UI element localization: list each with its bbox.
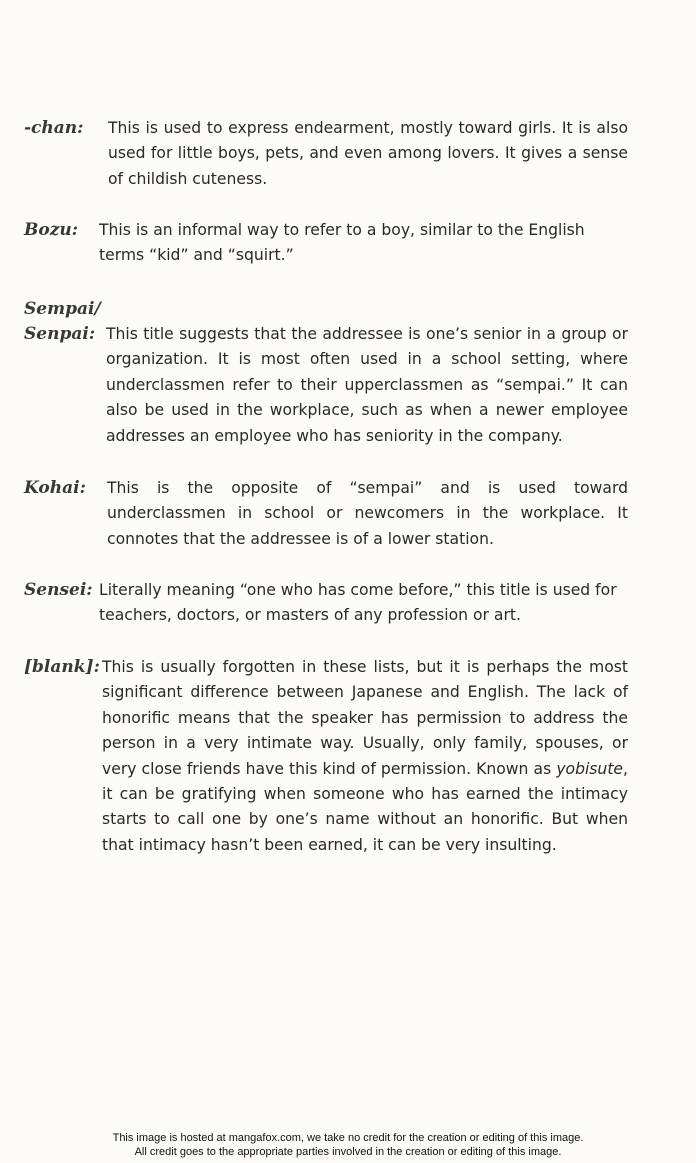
footer-line-2: All credit goes to the appropriate parties involved in the creation or editing of this image. (134, 1145, 562, 1158)
term-blank: [blank]: (24, 657, 100, 677)
footer-line-1: This image is hosted at mangafox.com, we take no credit for the creation or editing of this image. (112, 1132, 584, 1144)
definition-chan: This is used to express endearment, mostly toward girls. It is also used for little boys, pets, and even among lovers. It gives a sense of childish cuteness. (108, 119, 628, 188)
term-senpai: Senpai: (24, 324, 96, 344)
term-kohai: Kohai: (24, 478, 86, 498)
term-bozu: Bozu: (24, 220, 78, 240)
term-sensei: Sensei: (24, 580, 93, 600)
term-sempai: Sempai/ (24, 299, 101, 319)
definition-blank-term-yobisute: yobisute (556, 759, 624, 778)
definition-kohai: This is the opposite of “sempai” and is used toward underclassmen in school or newcomers in the workplace. It connotes that the addressee is of a lower station. (107, 479, 628, 548)
hosting-credit-footer (0, 1132, 696, 1159)
definition-blank (102, 655, 628, 858)
definition-senpai: This title suggests that the addressee is one’s senior in a group or organization. It is most often used in a school setting, where underclassmen refer to their upperclassmen as “sempai.” It can also be used in the workplace, such as when a newer employee addresses an employee who has seniority in the company. (106, 325, 628, 445)
definition-blank-part2: , it can be gratifying when someone who has earned the intimacy starts to call one by one’s name without an honorific. But when that intimacy hasn’t been earned, it can be very insulting. (102, 759, 628, 854)
definition-blank-part1: This is usually forgotten in these lists, but it is perhaps the most significant difference between Japanese and English. The lack of honorific means that the speaker has permission to address the person in a very intimate way. Usually, only family, spouses, or very close friends have this kind of permission. Known as (102, 658, 628, 778)
term-chan: -chan: (24, 118, 84, 138)
definition-bozu: This is an informal way to refer to a boy, similar to the English terms “kid” and “squirt.” (99, 221, 585, 265)
definition-sensei: Literally meaning “one who has come before,” this title is used for teachers, doctors, or masters of any profession or art. (99, 581, 617, 625)
